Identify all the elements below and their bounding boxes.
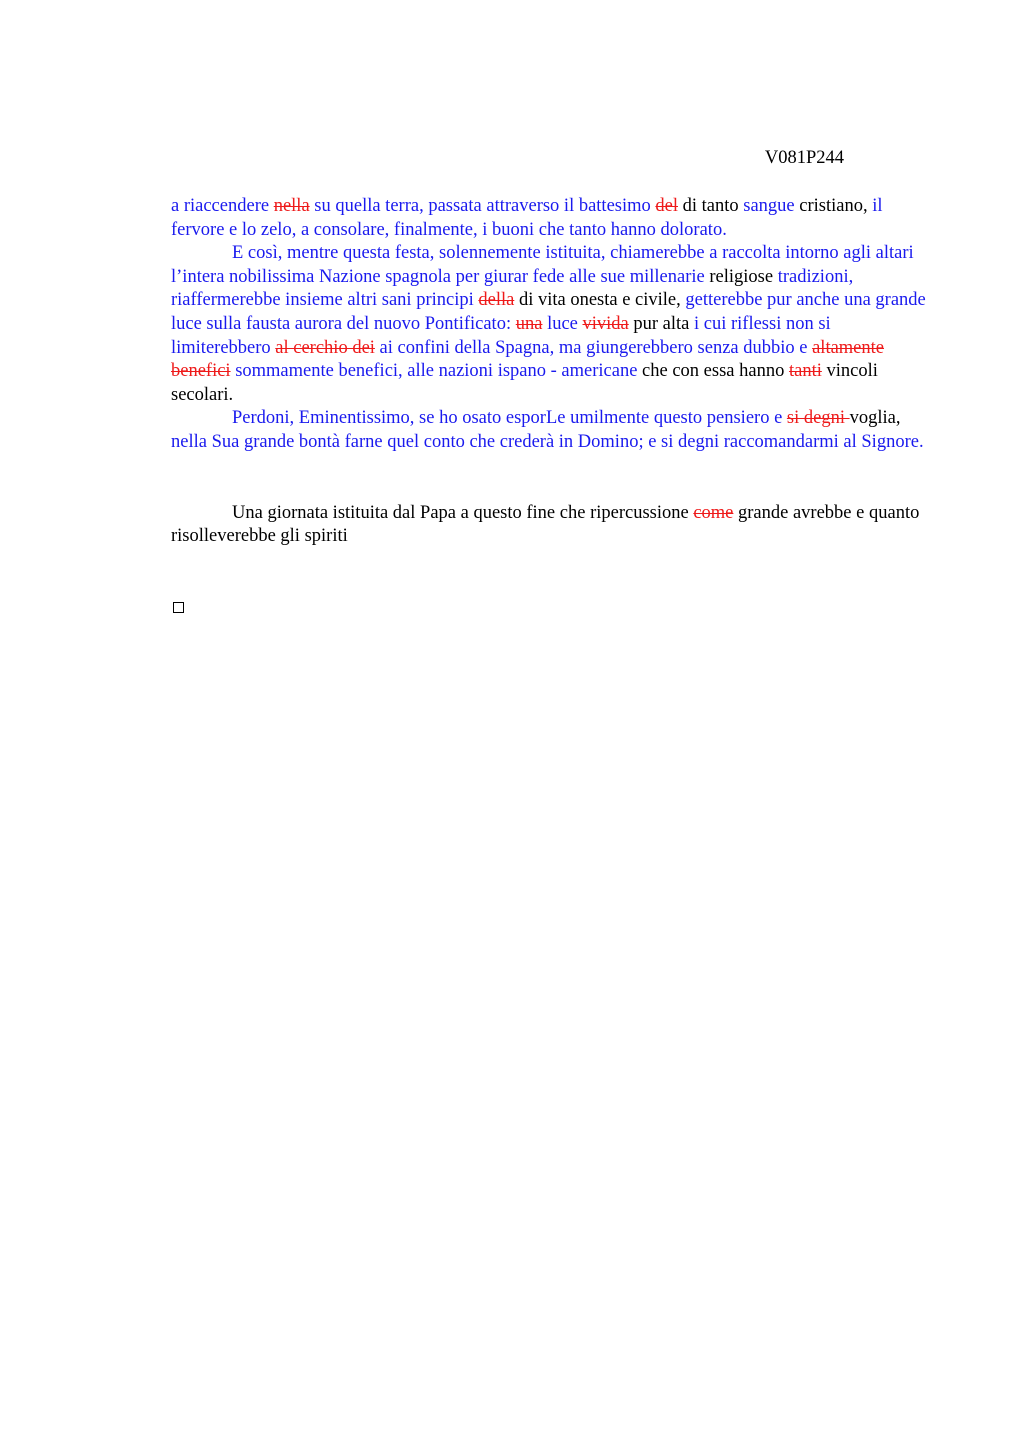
revised-text: E così, mentre questa festa, solennemente istituita, chiamerebbe a raccolta intorno agli altari l’intera nobilissima Nazione spagnola per giurar fede alle sue millenarie xyxy=(171,243,914,287)
deleted-text: al cerchio dei xyxy=(275,337,375,358)
original-text: che con essa hanno xyxy=(637,361,789,382)
deleted-text: altamente benefici xyxy=(171,337,884,382)
revised-text: sommamente benefici, alle nazioni ispano - americane xyxy=(230,361,638,382)
deleted-text: si degni xyxy=(786,408,850,429)
revised-text: su quella terra, passata attraverso il battesimo xyxy=(309,196,656,216)
original-text: vincoli secolari. xyxy=(171,361,878,405)
revised-text: i cui riflessi non si limiterebbero xyxy=(171,313,831,358)
body-paragraph xyxy=(171,195,929,242)
original-text: di vita onesta e civile, xyxy=(514,290,686,311)
deleted-text: tanti xyxy=(788,361,822,382)
revised-text: luce xyxy=(542,313,583,334)
letter-body xyxy=(171,195,929,549)
original-text: pur alta xyxy=(628,313,694,334)
revised-text: a riaccendere xyxy=(171,196,274,216)
body-paragraph xyxy=(171,242,929,407)
note-paragraph xyxy=(171,502,929,549)
revised-text: Perdoni, Eminentissimo, se ho osato esporLe umilmente questo pensiero e xyxy=(232,408,787,429)
revised-text: nella Sua grande bontà farne quel conto che crederà in Domino; e si degni raccomandarmi al Signore. xyxy=(171,431,924,452)
original-text: grande avrebbe e quanto risolleverebbe gli spiriti xyxy=(171,502,920,547)
revised-text: tradizioni, riaffermerebbe insieme altri sani principi xyxy=(171,266,854,311)
revised-text: getterebbe pur anche una grande luce sulla fausta aurora del nuovo Pontificato: xyxy=(171,290,926,334)
revised-text: ai confini della Spagna, ma giungerebbero senza dubbio e xyxy=(374,337,813,358)
deleted-text: nella xyxy=(273,196,310,216)
checkbox-square xyxy=(173,602,184,613)
deleted-text: vivida xyxy=(582,313,629,334)
original-text: voglia, xyxy=(849,408,901,429)
revised-text: sangue xyxy=(743,196,800,216)
page-identifier: V081P244 xyxy=(764,148,844,168)
original-text: religiose xyxy=(709,266,778,287)
deleted-text: una xyxy=(515,313,543,334)
deleted-text: del xyxy=(655,196,678,216)
deleted-text: come xyxy=(693,502,734,523)
deleted-text: della xyxy=(478,290,515,311)
original-text: di tanto xyxy=(678,196,744,216)
original-text: cristiano, xyxy=(799,196,873,216)
original-text: Una giornata istituita dal Papa a questo fine che ripercussione xyxy=(232,502,694,523)
revised-text: il fervore e lo zelo, a consolare, finalmente, i buoni che tanto hanno dolorato. xyxy=(171,196,883,240)
body-paragraph xyxy=(171,407,929,454)
